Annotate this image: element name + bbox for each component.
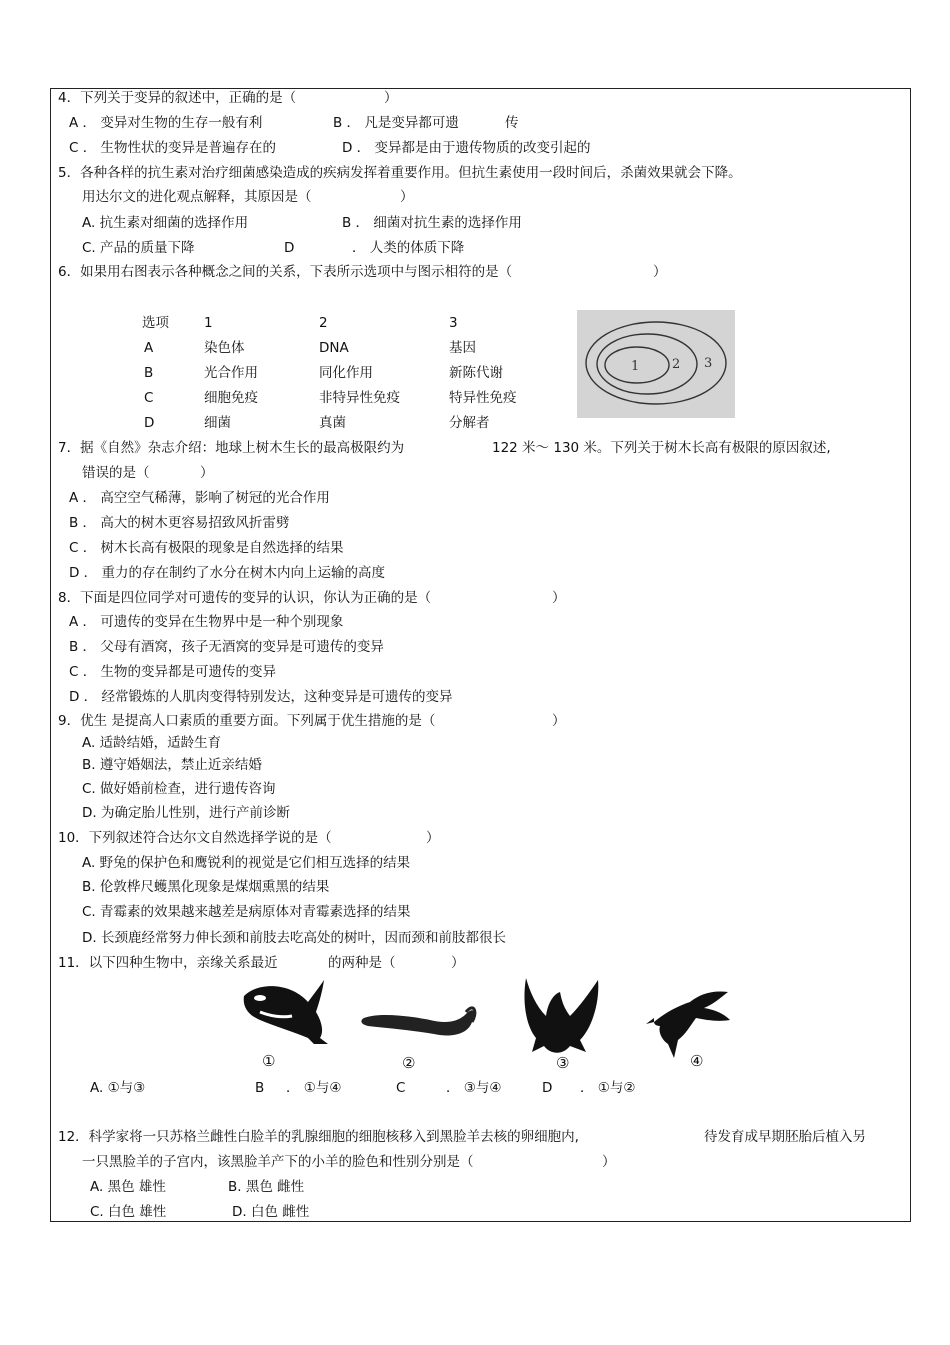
q11-option-a: A. ①与③ xyxy=(90,1080,146,1096)
eel-icon xyxy=(361,1008,475,1036)
q6-table-cell: 真菌 xyxy=(319,415,346,431)
q8-option-d: D ． 经常锻炼的人肌肉变得特别发达，这种变异是可遗传的变异 xyxy=(69,689,453,705)
q12-stem2-close: ） xyxy=(602,1154,616,1170)
q5-option-c: C. 产品的质量下降 xyxy=(82,240,195,256)
venn-label-1: 1 xyxy=(631,359,640,374)
q7-stem2: 错误的是（ xyxy=(82,465,150,481)
q6-table-cell: 分解者 xyxy=(449,415,490,431)
q12-stem-tail: 待发育成早期胚胎后植入另 xyxy=(704,1129,866,1145)
q8-option-a: A ． 可遗传的变异在生物界中是一种个别现象 xyxy=(69,614,344,630)
q6-table-cell: 新陈代谢 xyxy=(449,365,503,381)
q11-stem-tail: 的两种是（ xyxy=(328,955,396,971)
q6-table-cell: DNA xyxy=(319,340,349,356)
q8-stem: 8．下面是四位同学对可遗传的变异的认识，你认为正确的是（ xyxy=(58,590,432,606)
q5-stem2-close: ） xyxy=(400,189,414,205)
q8-option-c: C ． 生物的变异都是可遗传的变异 xyxy=(69,664,277,680)
orca-icon xyxy=(244,980,328,1044)
eagle-icon xyxy=(646,991,730,1058)
animal-label-2: ② xyxy=(402,1054,416,1072)
q4-option-b-tail: 传 xyxy=(505,115,519,131)
q10-option-b: B. 伦敦桦尺蠖黑化现象是煤烟熏黑的结果 xyxy=(82,879,330,895)
q7-stem-range: 122 米～ 130 米。下列关于树木长高有极限的原因叙述, xyxy=(492,440,831,456)
q6-table-header: 2 xyxy=(319,315,328,331)
q5-option-b: B ． 细菌对抗生素的选择作用 xyxy=(342,215,522,231)
q6-table-cell: 同化作用 xyxy=(319,365,373,381)
q6-stem-close: ） xyxy=(653,264,667,280)
q9-stem: 9．优生 是提高人口素质的重要方面。下列属于优生措施的是（ xyxy=(58,713,436,729)
q10-stem: 10．下列叙述符合达尔文自然选择学说的是（ xyxy=(58,830,332,846)
q6-table-header: 3 xyxy=(449,315,458,331)
q4-option-b: B ． 凡是变异都可遗 xyxy=(333,115,459,131)
q11-option-c: ． ③与④ xyxy=(446,1080,502,1096)
q6-table-cell: 染色体 xyxy=(204,340,245,356)
q6-table-header: 选项 xyxy=(142,315,169,331)
q6-table-cell: 基因 xyxy=(449,340,476,356)
q4-option-c: C ． 生物性状的变异是普遍存在的 xyxy=(69,140,277,156)
q6-table-header: 1 xyxy=(204,315,213,331)
q6-table-cell: 光合作用 xyxy=(204,365,258,381)
q6-table-cell: A xyxy=(144,340,154,356)
q5-stem2: 用达尔文的进化观点解释，其原因是（ xyxy=(82,189,312,205)
q11-option-b-label: B xyxy=(255,1080,265,1096)
venn-label-3: 3 xyxy=(704,356,713,371)
q5-stem: 5．各种各样的抗生素对治疗细菌感染造成的疾病发挥着重要作用。但抗生素使用一段时间后，杀菌效果就会下降。 xyxy=(58,165,742,181)
q5-option-d: ． 人类的体质下降 xyxy=(352,240,465,256)
q11-option-c-label: C xyxy=(396,1080,406,1096)
venn-diagram xyxy=(577,310,735,418)
q6-table-cell: 非特异性免疫 xyxy=(319,390,400,406)
q11-stem-close: ） xyxy=(451,955,465,971)
q8-option-b: B ． 父母有酒窝，孩子无酒窝的变异是可遗传的变异 xyxy=(69,639,384,655)
q11-stem: 11．以下四种生物中，亲缘关系最近 xyxy=(58,955,278,971)
q7-option-b: B ． 高大的树木更容易招致风折雷劈 xyxy=(69,515,290,531)
q4-option-d: D ． 变异都是由于遗传物质的改变引起的 xyxy=(342,140,591,156)
animal-label-3: ③ xyxy=(556,1054,570,1072)
q9-option-c: C. 做好婚前检查，进行遗传咨询 xyxy=(82,781,276,797)
q12-option-a: A. 黑色 雄性 xyxy=(90,1179,166,1195)
q10-option-a: A. 野兔的保护色和鹰锐利的视觉是它们相互选择的结果 xyxy=(82,855,411,871)
q10-option-d: D. 长颈鹿经常努力伸长颈和前肢去吃高处的树叶，因而颈和前肢都很长 xyxy=(82,930,506,946)
q9-option-b: B. 遵守婚姻法，禁止近亲结婚 xyxy=(82,757,262,773)
q7-stem: 7．据《自然》杂志介绍：地球上树木生长的最高极限约为 xyxy=(58,440,405,456)
q12-option-d: D. 白色 雌性 xyxy=(232,1204,310,1220)
q10-stem-close: ） xyxy=(426,830,440,846)
q9-option-d: D. 为确定胎儿性别，进行产前诊断 xyxy=(82,805,290,821)
q7-option-d: D ． 重力的存在制约了水分在树木内向上运输的高度 xyxy=(69,565,385,581)
q8-stem-close: ） xyxy=(552,590,566,606)
q4-stem-close: ） xyxy=(384,90,398,106)
q10-option-c: C. 青霉素的效果越来越差是病原体对青霉素选择的结果 xyxy=(82,904,411,920)
bat-icon xyxy=(524,978,598,1053)
q6-table-cell: 细菌 xyxy=(204,415,231,431)
q9-stem-close: ） xyxy=(552,713,566,729)
q11-option-d: ． ①与② xyxy=(580,1080,636,1096)
q12-option-c: C. 白色 雄性 xyxy=(90,1204,167,1220)
q6-stem: 6．如果用右图表示各种概念之间的关系，下表所示选项中与图示相符的是（ xyxy=(58,264,513,280)
animal-label-4: ④ xyxy=(690,1052,704,1070)
venn-label-2: 2 xyxy=(672,357,681,372)
q12-stem: 12．科学家将一只苏格兰雌性白脸羊的乳腺细胞的细胞核移入到黑脸羊去核的卵细胞内, xyxy=(58,1129,579,1145)
q11-option-b: ． ①与④ xyxy=(286,1080,342,1096)
q6-table-cell: 细胞免疫 xyxy=(204,390,258,406)
q12-stem2: 一只黑脸羊的子宫内，该黑脸羊产下的小羊的脸色和性别分别是（ xyxy=(82,1154,474,1170)
q6-table-cell: D xyxy=(144,415,155,431)
q4-option-a: A ． 变异对生物的生存一般有利 xyxy=(69,115,263,131)
q12-option-b: B. 黑色 雌性 xyxy=(228,1179,305,1195)
q11-option-d-label: D xyxy=(542,1080,553,1096)
q6-table-cell: 特异性免疫 xyxy=(449,390,517,406)
q7-option-c: C ． 树木长高有极限的现象是自然选择的结果 xyxy=(69,540,344,556)
q6-table-cell: B xyxy=(144,365,154,381)
q6-table-cell: C xyxy=(144,390,154,406)
animal-label-1: ① xyxy=(262,1052,276,1070)
q9-option-a: A. 适龄结婚，适龄生育 xyxy=(82,735,222,751)
q4-stem: 4．下列关于变异的叙述中，正确的是（ xyxy=(58,90,297,106)
q7-option-a: A ． 高空空气稀薄，影响了树冠的光合作用 xyxy=(69,490,330,506)
q5-option-a: A. 抗生素对细菌的选择作用 xyxy=(82,215,249,231)
q7-stem2-close: ） xyxy=(200,465,214,481)
q11-animal-figures xyxy=(230,972,750,1074)
q5-option-d-label: D xyxy=(284,240,295,256)
